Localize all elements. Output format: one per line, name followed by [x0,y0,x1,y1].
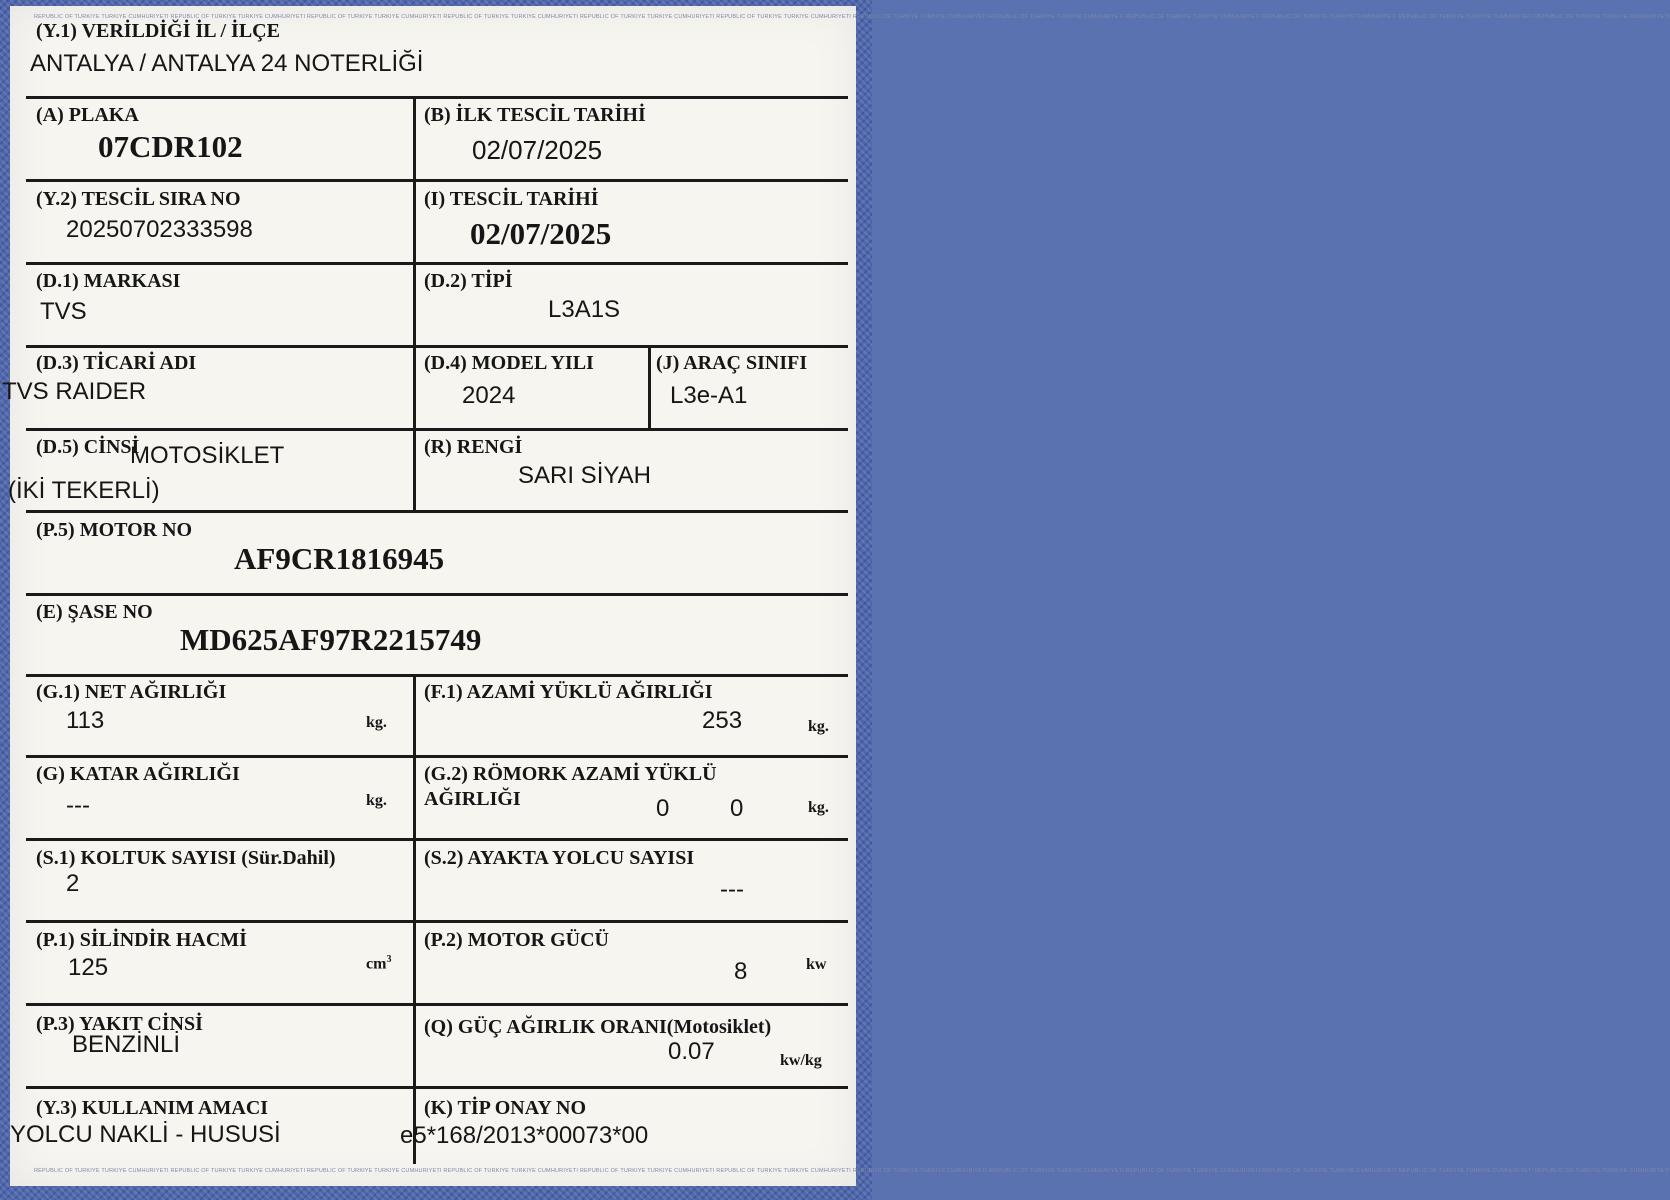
row-divider [26,96,848,99]
engine-power-label: (P.2) MOTOR GÜCÜ [424,929,609,951]
vehicle-kind-value-2: (İKİ TEKERLİ) [8,477,160,504]
trailer-max-weight-value-1: 0 [656,795,670,822]
row-divider [26,1086,848,1089]
cylinder-capacity-value: 125 [68,954,109,981]
plate-label: (A) PLAKA [36,104,139,126]
trailer-max-weight-unit: kg. [808,799,829,816]
train-weight-value: --- [66,792,90,819]
column-divider [413,674,416,1164]
vehicle-kind-value: MOTOSİKLET [130,442,285,469]
row-divider [26,593,848,596]
max-laden-weight-unit: kg. [808,718,829,735]
registration-sequence-label: (Y.2) TESCİL SIRA NO [36,188,241,210]
train-weight-unit: kg. [366,792,387,809]
engine-power-unit: kw [806,956,827,973]
color-value: SARI SİYAH [518,462,651,489]
usage-purpose-label: (Y.3) KULLANIM AMACI [36,1097,269,1119]
security-microtext-bottom: REPUBLIC OF TURKIYE TURKIYE CUMHURIYETI REPUBLIC OF TURKIYE TURKIYE CUMHURIYETI REPUBLIC OF TURKIYE TURKIYE CUMHURIYETI REPUBLIC OF TURKIYE TURKIYE CUMHURIYETI REPUBLIC OF TURKIYE TURKIYE CUMHURIYETI REPUBLIC OF TURKIYE TURKIYE CUMHURIYETI REPUBLIC OF TURKIYE TURKIYE CUMHURIYETI REPUBLIC OF TURKIYE TURKIYE CUMHURIYETI REPUBLIC OF TURKIYE TURKIYE CUMHURIYETI REPUBLIC OF TURKIYE TURKIYE CUMHURIYETI REPUBLIC OF TURKIYE TURKIYE CUMHURIYETI REPUBLIC OF TURKIYE TURKIYE CUMHURIYETI [34,1168,1670,1174]
row-divider [26,345,848,348]
row-divider [26,428,848,431]
type-value: L3A1S [548,296,621,323]
power-weight-ratio-value: 0.07 [668,1038,715,1065]
engine-power-value: 8 [734,958,748,985]
trailer-max-weight-label: (G.2) RÖMORK AZAMİ YÜKLÜ [424,763,717,785]
registration-date-value: 02/07/2025 [470,216,612,251]
row-divider [26,262,848,265]
vehicle-class-value: L3e-A1 [670,382,748,409]
fuel-type-value: BENZİNLİ [72,1031,181,1058]
registration-date-label: (I) TESCİL TARİHİ [424,188,599,210]
trade-name-value: TVS RAIDER [2,378,147,405]
issued-city-value: ANTALYA / ANTALYA 24 NOTERLİĞİ [30,50,424,77]
row-divider [26,1003,848,1006]
engine-number-value: AF9CR1816945 [234,541,445,576]
type-approval-value: e5*168/2013*00073*00 [400,1122,649,1149]
chassis-number-label: (E) ŞASE NO [36,601,153,623]
power-weight-ratio-label: (Q) GÜÇ AĞIRLIK ORANI(Motosiklet) [424,1016,772,1038]
max-laden-weight-value: 253 [702,707,743,734]
row-divider [26,179,848,182]
net-weight-unit: kg. [366,714,387,731]
column-divider [648,345,651,429]
net-weight-value: 113 [66,707,105,734]
model-year-label: (D.4) MODEL YILI [424,352,594,374]
row-divider [26,920,848,923]
row-divider [26,674,848,677]
standing-passengers-value: --- [720,876,744,903]
brand-value: TVS [40,298,87,325]
first-registration-date-value: 02/07/2025 [472,135,603,165]
type-label: (D.2) TİPİ [424,270,513,292]
color-label: (R) RENGİ [424,436,523,458]
row-divider [26,755,848,758]
security-microtext-top: REPUBLIC OF TURKIYE TURKIYE CUMHURIYETI REPUBLIC OF TURKIYE TURKIYE CUMHURIYETI REPUBLIC OF TURKIYE TURKIYE CUMHURIYETI REPUBLIC OF TURKIYE TURKIYE CUMHURIYETI REPUBLIC OF TURKIYE TURKIYE CUMHURIYETI REPUBLIC OF TURKIYE TURKIYE CUMHURIYETI REPUBLIC OF TURKIYE TURKIYE CUMHURIYETI REPUBLIC OF TURKIYE TURKIYE CUMHURIYETI REPUBLIC OF TURKIYE TURKIYE CUMHURIYETI REPUBLIC OF TURKIYE TURKIYE CUMHURIYETI REPUBLIC OF TURKIYE TURKIYE CUMHURIYETI REPUBLIC OF TURKIYE TURKIYE CUMHURIYETI [34,14,1670,20]
trailer-max-weight-label-2: AĞIRLIĞI [424,788,521,810]
power-weight-ratio-unit: kw/kg [780,1052,822,1069]
row-divider [26,510,848,513]
first-registration-date-label: (B) İLK TESCİL TARİHİ [424,104,646,126]
registration-card [10,6,1670,1186]
net-weight-label: (G.1) NET AĞIRLIĞI [36,681,227,703]
cylinder-capacity-label: (P.1) SİLİNDİR HACMİ [36,929,247,951]
vehicle-kind-label: (D.5) CİNSİ [36,436,140,458]
column-divider [413,96,416,512]
standing-passengers-label: (S.2) AYAKTA YOLCU SAYISI [424,847,695,869]
trade-name-label: (D.3) TİCARİ ADI [36,352,197,374]
max-laden-weight-label: (F.1) AZAMİ YÜKLÜ AĞIRLIĞI [424,681,713,703]
plate-value: 07CDR102 [98,129,243,164]
chassis-number-value: MD625AF97R2215749 [180,622,482,657]
seat-count-label: (S.1) KOLTUK SAYISI (Sür.Dahil) [36,847,336,869]
model-year-value: 2024 [462,382,516,409]
issued-city-label: (Y.1) VERİLDİĞİ İL / İLÇE [36,20,280,42]
train-weight-label: (G) KATAR AĞIRLIĞI [36,763,240,785]
engine-number-label: (P.5) MOTOR NO [36,519,193,541]
cylinder-capacity-unit: $cm^3$ [366,954,392,973]
usage-purpose-value: YOLCU NAKLİ - HUSUSİ [10,1121,281,1148]
row-divider [26,838,848,841]
trailer-max-weight-value-2: 0 [730,795,744,822]
vehicle-class-label: (J) ARAÇ SINIFI [656,352,808,374]
brand-label: (D.1) MARKASI [36,270,181,292]
seat-count-value: 2 [66,870,80,897]
fuel-type-label: (P.3) YAKIT CİNSİ [36,1013,203,1035]
registration-sequence-value: 20250702333598 [66,216,253,243]
type-approval-label: (K) TİP ONAY NO [424,1097,587,1119]
